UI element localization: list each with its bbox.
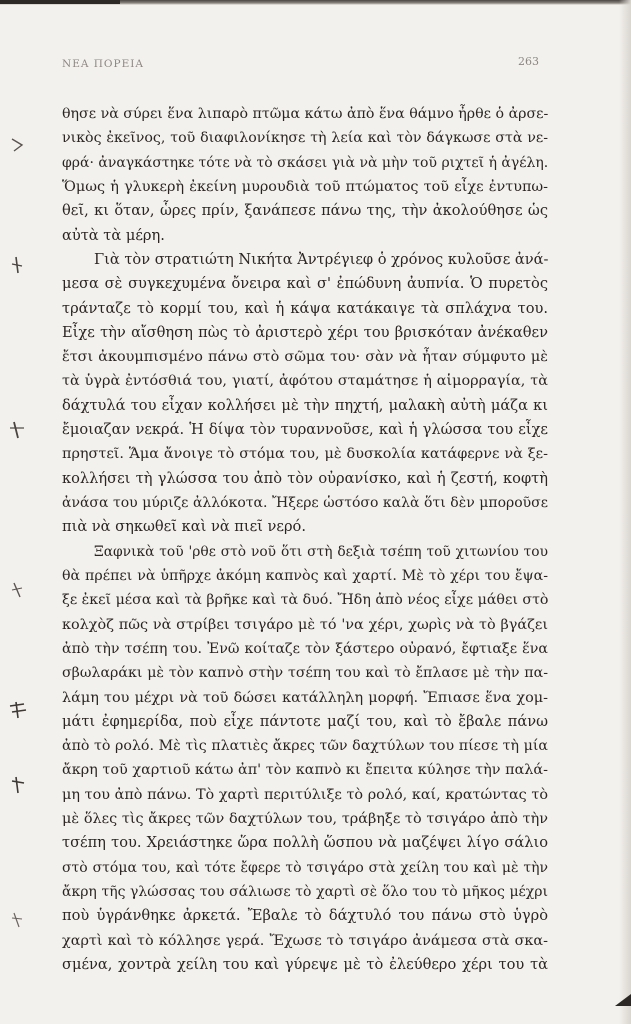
text-line: ἔτσι ἀκουμπισμένο πάνω στὸ σῶμα του· σὰν νὰ ἦταν σύμφυτο μὲ [62, 349, 548, 366]
text-line: αὐτὰ τὰ μέρη. [62, 226, 165, 244]
binding-mark-icon [4, 420, 34, 440]
text-line: στὸ στόμα του, καὶ τότε ἔφερε τὸ τσιγάρο στὰ χείλη του καὶ μὲ τὴν [62, 859, 548, 876]
running-title: ΝΕΑ ΠΟΡΕΙΑ [62, 58, 144, 70]
text-line: ποὺ ὑγράνθηκε ἀρκετά. Ἔβαλε τὸ δάχτυλό του πάνω στὸ ὑγρὸ [62, 907, 548, 925]
text-line: χαρτὶ καὶ τὸ κόλλησε γερά. Ἔχωσε τὸ τσιγάρο ἀνάμεσα στὰ σκα- [62, 932, 548, 949]
binding-mark-icon [4, 775, 34, 795]
text-line: σμένα, χοντρὰ χείλη του καὶ γύρεψε μὲ τὸ ἐλεύθερο χέρι του τὰ [62, 955, 548, 973]
body-text [62, 102, 548, 977]
text-line: σβωλαράκι μὲ τὸν καπνὸ στὴν τσέπη του καὶ τὸ ἔπλασε μὲ τὴν πα- [62, 665, 548, 682]
text-line: μάτι ἐφημερίδα, ποὺ εἶχε πάντοτε μαζί του, καὶ τὸ ἔβαλε πάνω [62, 712, 548, 730]
text-line: ξε ἐκεῖ μέσα καὶ τὰ βρῆκε καὶ τὰ δυό. Ἤδη ἀπὸ νέος εἶχε μάθει στὸ [62, 592, 549, 609]
binding-mark-icon [4, 580, 34, 600]
text-line: Εἶχε τὴν αἴσθηση πὼς τὸ ἀριστερὸ χέρι του βρισκόταν ἀνέκαθεν [62, 323, 548, 341]
binding-mark-icon [4, 135, 34, 155]
binding-mark-icon [4, 255, 34, 275]
text-line: θησε νὰ σύρει ἕνα λιπαρὸ πτῶμα κάτω ἀπὸ ἕνα θάμνο ἦρθε ὁ ἀρσε- [62, 106, 549, 122]
page-number: 263 [518, 55, 539, 68]
text-line: ἄκρη τῆς γλώσσας του σάλιωσε τὸ χαρτὶ σὲ ὅλο του τὸ μῆκος μέχρι [62, 884, 548, 900]
binding-marks [0, 0, 40, 1024]
paragraph-start: Γιὰ τὸν στρατιώτη Νικήτα Ἀντρέγιεφ ὁ χρόνος κυλοῦσε ἀνά- [94, 250, 549, 268]
text-line: ἀνάσα του μύριζε ἀλλόκοτα. Ἤξερε ὡστόσο καλὰ ὅτι δὲν μποροῦσε [62, 495, 548, 511]
text-line: τράνταζε τὸ κορμί του, καὶ ἡ κάψα κατάκαιγε τὰ σπλάχνα του. [62, 299, 548, 317]
text-line: Ὅμως ἡ γλυκερὴ ἐκείνη μυρουδιὰ τοῦ πτώματος τοῦ εἶχε ἐντυπω- [62, 178, 548, 195]
text-line: ἀπὸ τὴν τσέπη του. Ἐνῶ κοίταζε τὸν ξάστερο οὐρανό, ἔφτιαξε ἕνα [62, 640, 548, 657]
text-line: τσέπη του. Χρειάστηκε ὥρα πολλὴ ὥσπου νὰ μαζέψει λίγο σάλιο [62, 834, 548, 852]
paragraph-start: Ξαφνικὰ τοῦ 'ρθε στὸ νοῦ ὅτι στὴ δεξιὰ τσέπη τοῦ χιτωνίου του [94, 543, 548, 560]
text-line: λάμη του μέχρι νὰ τοῦ δώσει κατάλληλη μορφή. Ἔπιασε ἕνα χομ- [62, 689, 548, 706]
text-line: πιὰ νὰ σηκωθεῖ καὶ νὰ πιεῖ νερό. [62, 518, 306, 536]
text-line: θεῖ, κι ὅταν, ὧρες πρίν, ξανάπεσε πάνω της, τὴν ἀκολούθησε ὡς [62, 202, 548, 220]
text-line: μὲ ὅλες τὶς ἄκρες τῶν δαχτύλων του, τράβηξε τὸ τσιγάρο ἀπὸ τὴν [62, 811, 548, 828]
text-line: φρά· ἀναγκάστηκε τότε νὰ τὸ σκάσει γιὰ νὰ μὴν τοῦ ριχτεῖ ἡ ἀγέλη. [62, 154, 549, 171]
binding-mark-icon [4, 910, 34, 930]
text-line: θὰ πρέπει νὰ ὑπῆρχε ἀκόμη καπνὸς καὶ χαρτί. Μὲ τὸ χέρι του ἔψα- [62, 567, 548, 584]
text-line: μεσα σὲ συγκεχυμένα ὄνειρα καὶ σ' ἐπώδυνη ἀυπνία. Ὁ πυρετὸς [62, 275, 548, 293]
text-line: τὰ ὑγρὰ ἐντόσθιά του, γιατί, ἀφότου σταμάτησε ἡ αἱμορραγία, τὰ [62, 373, 548, 390]
right-scan-edge [619, 0, 631, 1024]
text-line: ἔμοιαζαν νεκρά. Ἡ δίψα τὸν τυραννοῦσε, καὶ ἡ γλώσσα του εἶχε [62, 421, 548, 439]
text-line: νικὸς ἐκεῖνος, τοῦ διαφιλονίκησε τὴ λεία καὶ τὸν δάγκωσε στὰ νε- [62, 130, 548, 147]
text-line: πρηστεῖ. Ἅμα ἄνοιγε τὸ στόμα του, μὲ δυσκολία κατάφερνε νὰ ξε- [62, 446, 548, 463]
binding-mark-icon [4, 700, 34, 720]
text-line: κολλήσει τὴ γλώσσα του ἀπὸ τὸν οὐρανίσκο, καὶ ἡ ζεστή, κοφτὴ [62, 469, 548, 487]
text-line: κολχὸζ πῶς νὰ στρίβει τσιγάρο μὲ τό 'να χέρι, χωρὶς νὰ τὸ βγάζει [62, 616, 548, 633]
text-line: ἄκρη τοῦ χαρτιοῦ κάτω ἀπ' τὸν καπνὸ κι ἔπειτα κύλησε τὴν παλά- [62, 762, 548, 779]
text-line: μη του ἀπὸ πάνω. Τὸ χαρτὶ περιτύλιξε τὸ ρολό, καί, κρατώντας τὸ [62, 786, 548, 803]
text-line: ἀπὸ τὸ ρολό. Μὲ τὶς πλατιὲς ἄκρες τῶν δαχτύλων του πίεσε τὴ μία [62, 738, 548, 755]
text-line: δάχτυλά του εἶχαν κολλήσει μὲ τὴν πηχτή, μαλακὴ αὐτὴ μάζα κι [62, 396, 548, 414]
